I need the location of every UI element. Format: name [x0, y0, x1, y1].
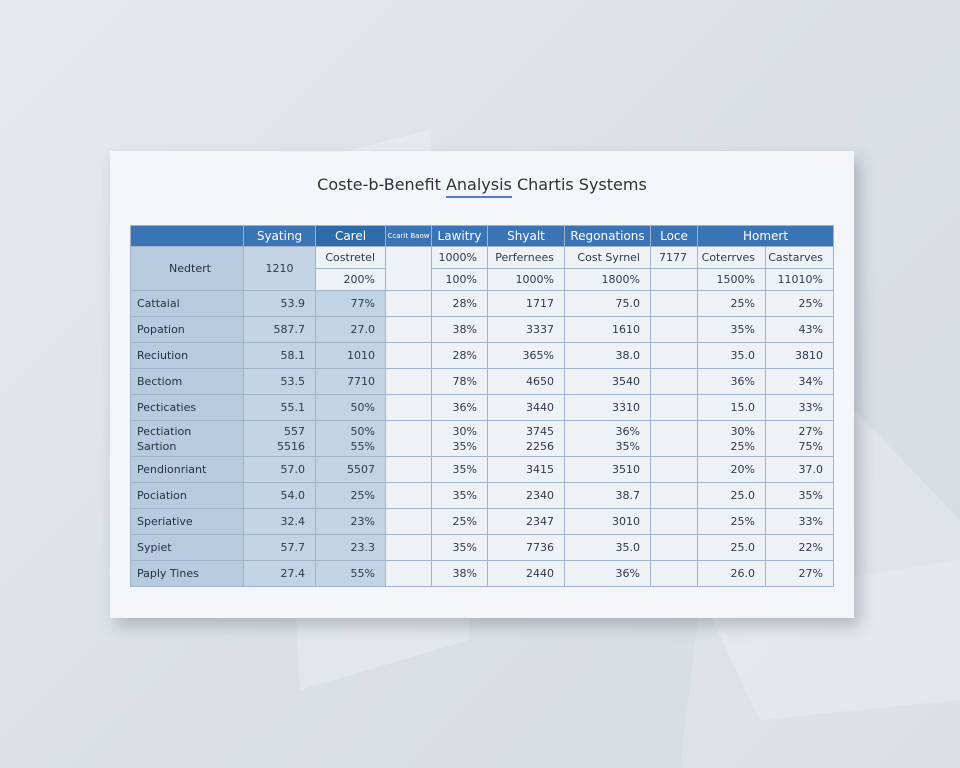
table-cell — [488, 421, 565, 457]
header-cell: Lawitry — [432, 226, 488, 247]
page-title: Coste-b-Benefit Analysis Chartis Systems — [317, 175, 647, 194]
table-cell: 57.0 — [244, 457, 316, 483]
cell-line: 25% — [730, 439, 755, 453]
cell-line: 50% — [350, 424, 375, 438]
table-cell: 7177 — [651, 247, 698, 269]
table-cell: 3010 — [565, 509, 651, 535]
table-cell — [766, 421, 834, 457]
cell-line: 557 — [284, 424, 305, 438]
table-cell: 365% — [488, 343, 565, 369]
row-label: Pociation — [131, 483, 244, 509]
table-cell: 37.0 — [766, 457, 834, 483]
table-row — [131, 561, 834, 587]
table-cell — [386, 483, 432, 509]
table-cell — [698, 421, 766, 457]
table-cell: 100% — [432, 269, 488, 291]
table-cell: 28% — [432, 291, 488, 317]
table-cell: 25.0 — [698, 483, 766, 509]
table-cell: 53.9 — [244, 291, 316, 317]
table-cell — [651, 421, 698, 457]
row-label — [131, 421, 244, 457]
table-cell: 25% — [316, 483, 386, 509]
table-cell: 55.1 — [244, 395, 316, 421]
table-row — [131, 343, 834, 369]
table-cell: 4650 — [488, 369, 565, 395]
table-cell: 32.4 — [244, 509, 316, 535]
table-cell: 15.0 — [698, 395, 766, 421]
table-cell — [244, 421, 316, 457]
table-cell — [651, 317, 698, 343]
row-label: Speriative — [131, 509, 244, 535]
header-cell: Loce — [651, 226, 698, 247]
cell-line: 2256 — [526, 439, 554, 453]
table-cell: 35% — [432, 457, 488, 483]
table-cell: 3510 — [565, 457, 651, 483]
table-cell: 53.5 — [244, 369, 316, 395]
table-cell: 22% — [766, 535, 834, 561]
table-cell — [651, 535, 698, 561]
cell-line: 27% — [798, 424, 823, 438]
table-cell: 1717 — [488, 291, 565, 317]
table-cell: 27.4 — [244, 561, 316, 587]
cell-line: 36% — [615, 424, 640, 438]
row-label: Nedtert — [131, 247, 244, 291]
table-cell: 38.0 — [565, 343, 651, 369]
table-cell: 54.0 — [244, 483, 316, 509]
table-cell: 1000% — [432, 247, 488, 269]
header-cell: Syating — [244, 226, 316, 247]
table-cell — [316, 421, 386, 457]
cell-line: 5516 — [277, 439, 305, 453]
table-cell: 23.3 — [316, 535, 386, 561]
row-label: Pecticaties — [131, 395, 244, 421]
table-cell: 3415 — [488, 457, 565, 483]
table-cell: 50% — [316, 395, 386, 421]
table-cell: 58.1 — [244, 343, 316, 369]
cell-line: 30% — [452, 424, 477, 438]
table-cell: 33% — [766, 395, 834, 421]
table-cell: 38% — [432, 561, 488, 587]
cell-line: 35% — [615, 439, 640, 453]
table-cell — [386, 561, 432, 587]
table-row — [131, 395, 834, 421]
table-cell: 38% — [432, 317, 488, 343]
table-cell: 35.0 — [565, 535, 651, 561]
cell-line: 30% — [730, 424, 755, 438]
table-cell: 1500% — [698, 269, 766, 291]
table-cell — [651, 483, 698, 509]
table-cell: 587.7 — [244, 317, 316, 343]
table-cell: 25.0 — [698, 535, 766, 561]
table-cell — [651, 343, 698, 369]
header-cell: Regonations — [565, 226, 651, 247]
header-cell: Carel — [316, 226, 386, 247]
table-cell: 3310 — [565, 395, 651, 421]
row-label: Sypiet — [131, 535, 244, 561]
table-cell: Perfernees — [488, 247, 565, 269]
table-row — [131, 483, 834, 509]
cost-benefit-table — [130, 225, 834, 587]
table-row — [131, 509, 834, 535]
table-header-row — [131, 226, 834, 247]
table-cell: 25% — [432, 509, 488, 535]
header-cell: Homert — [698, 226, 834, 247]
header-cell: Ccarit Baow — [386, 226, 432, 247]
table-cell: Costretel — [316, 247, 386, 269]
meta-row — [131, 247, 834, 269]
cell-line: 35% — [452, 439, 477, 453]
table-cell: 25% — [766, 291, 834, 317]
table-cell — [386, 369, 432, 395]
table-row — [131, 457, 834, 483]
table-cell — [386, 343, 432, 369]
cell-line: 55% — [350, 439, 375, 453]
table-cell: 35.0 — [698, 343, 766, 369]
table-cell — [651, 457, 698, 483]
table-cell — [651, 395, 698, 421]
table-cell — [386, 421, 432, 457]
cell-line: Pectiation — [137, 424, 192, 438]
table-cell — [651, 369, 698, 395]
table-cell: 27% — [766, 561, 834, 587]
table-cell — [386, 291, 432, 317]
table-cell: 36% — [565, 561, 651, 587]
table-cell: 78% — [432, 369, 488, 395]
table-row — [131, 421, 834, 457]
table-cell — [386, 317, 432, 343]
table-cell — [386, 247, 432, 291]
table-cell: 3810 — [766, 343, 834, 369]
table-cell — [651, 291, 698, 317]
table-cell — [432, 421, 488, 457]
cell-line: 3745 — [526, 424, 554, 438]
table-cell: 7736 — [488, 535, 565, 561]
table-cell — [651, 561, 698, 587]
table-row — [131, 369, 834, 395]
row-label: Cattaial — [131, 291, 244, 317]
row-label: Reciution — [131, 343, 244, 369]
table-cell — [651, 269, 698, 291]
table-cell: 1000% — [488, 269, 565, 291]
table-cell: 1010 — [316, 343, 386, 369]
table-cell: Coterrves — [698, 247, 766, 269]
table-cell: 2340 — [488, 483, 565, 509]
table-cell: 20% — [698, 457, 766, 483]
header-cell-blank — [131, 226, 244, 247]
table-cell: 1800% — [565, 269, 651, 291]
table-cell: 43% — [766, 317, 834, 343]
table-cell: 38.7 — [565, 483, 651, 509]
table-cell: 35% — [698, 317, 766, 343]
header-cell: Shyalt — [488, 226, 565, 247]
table-cell: 7710 — [316, 369, 386, 395]
table-cell: 35% — [432, 483, 488, 509]
table-cell: 23% — [316, 509, 386, 535]
table-cell: 27.0 — [316, 317, 386, 343]
row-label: Paply Tines — [131, 561, 244, 587]
table-cell: 36% — [698, 369, 766, 395]
table-cell — [386, 509, 432, 535]
table-cell: 75.0 — [565, 291, 651, 317]
table-cell — [565, 421, 651, 457]
table-cell: 25% — [698, 509, 766, 535]
table-cell: 35% — [432, 535, 488, 561]
table-cell: 3540 — [565, 369, 651, 395]
table-cell — [386, 535, 432, 561]
cell-line: Sartion — [137, 439, 177, 453]
table-cell: 33% — [766, 509, 834, 535]
table-cell: 55% — [316, 561, 386, 587]
table-cell: 11010% — [766, 269, 834, 291]
table-cell — [386, 395, 432, 421]
table-cell: 1210 — [244, 247, 316, 291]
table-cell: 5507 — [316, 457, 386, 483]
row-label: Popation — [131, 317, 244, 343]
table-row — [131, 317, 834, 343]
table-cell: 28% — [432, 343, 488, 369]
table-cell: 57.7 — [244, 535, 316, 561]
analysis-board — [110, 151, 854, 618]
row-label: Bectiom — [131, 369, 244, 395]
table-cell: 200% — [316, 269, 386, 291]
table-cell: 26.0 — [698, 561, 766, 587]
table-cell: 25% — [698, 291, 766, 317]
cell-line: 75% — [798, 439, 823, 453]
row-label: Pendionriant — [131, 457, 244, 483]
table-cell: 34% — [766, 369, 834, 395]
table-cell: 36% — [432, 395, 488, 421]
table-row — [131, 535, 834, 561]
table-row — [131, 291, 834, 317]
table-cell — [386, 457, 432, 483]
table-cell: 35% — [766, 483, 834, 509]
table-body — [131, 291, 834, 587]
table-cell: 2440 — [488, 561, 565, 587]
table-cell: 77% — [316, 291, 386, 317]
table-cell: 3337 — [488, 317, 565, 343]
table-cell: Cost Syrnel — [565, 247, 651, 269]
table-cell: 2347 — [488, 509, 565, 535]
title-underline — [446, 196, 512, 198]
table-cell: 3440 — [488, 395, 565, 421]
table-cell: 1610 — [565, 317, 651, 343]
table-cell — [651, 509, 698, 535]
table-cell: Castarves — [766, 247, 834, 269]
